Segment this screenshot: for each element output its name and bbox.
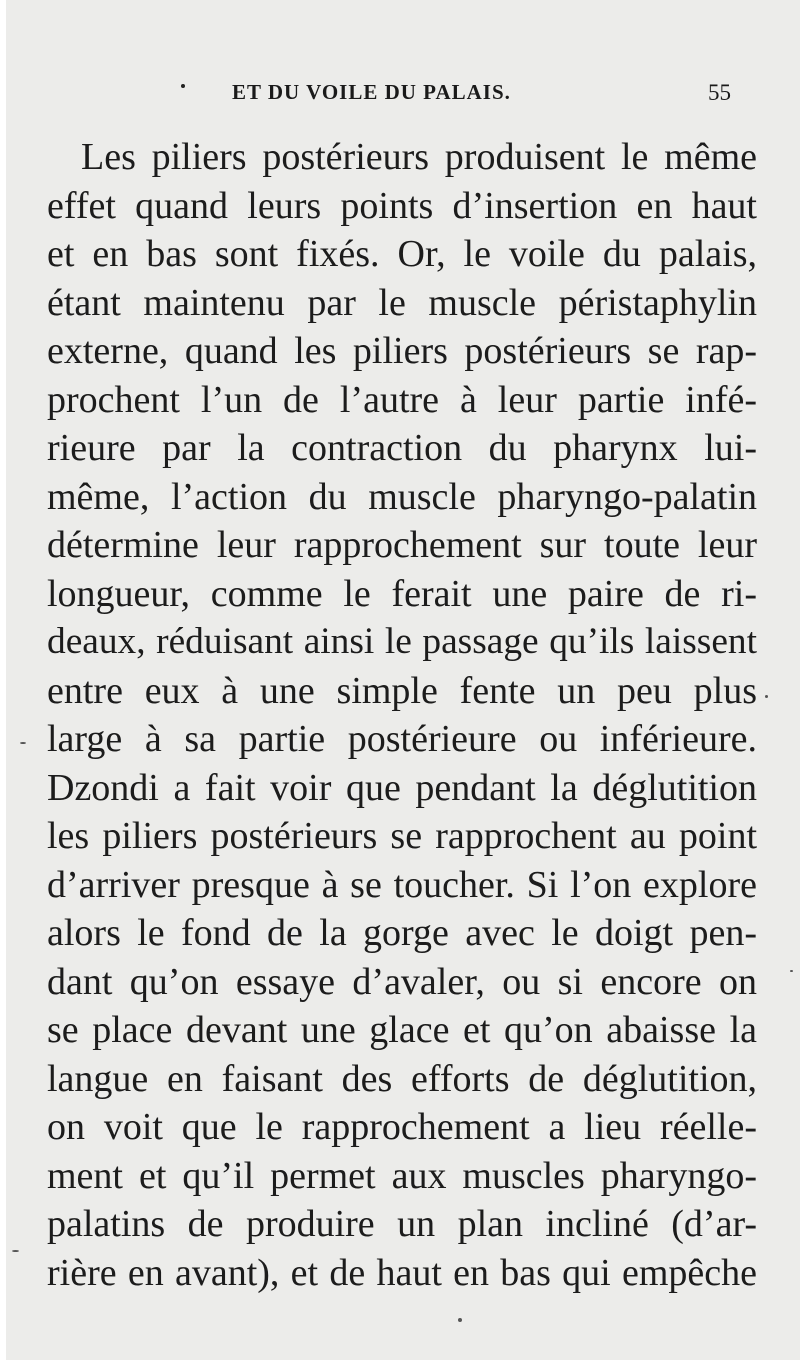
text-line: même, l’action du muscle pharyngo-palatin — [47, 475, 757, 518]
text-line: deaux, réduisant ainsi le passage qu’ils laissent — [47, 621, 757, 662]
text-line: entre eux à une simple fente un peu plus — [47, 669, 757, 712]
text-line: rière en avant), et de haut en bas qui empêche — [47, 1251, 757, 1294]
text-line: palatins de produire un plan incliné (d’ar- — [47, 1203, 757, 1245]
text-line: ment et qu’il permet aux muscles pharyngo- — [47, 1154, 757, 1197]
text-line: prochent l’un de l’autre à leur partie infé- — [47, 378, 757, 421]
text-line: Dzondi a fait voir que pendant la déglutition — [47, 766, 757, 809]
text-line: les piliers postérieurs se rapprochent au point — [47, 815, 757, 857]
text-line: rieure par la contraction du pharynx lui- — [47, 427, 757, 469]
text-line: alors le fond de la gorge avec le doigt pen- — [47, 912, 757, 954]
page-number: 55 — [708, 80, 731, 105]
paper-speck — [765, 695, 768, 698]
running-head — [0, 80, 800, 110]
paper-speck — [458, 1318, 462, 1322]
text-line: langue en faisant des efforts de déglutition, — [47, 1057, 757, 1100]
paper-speck — [12, 1250, 19, 1252]
page-edge — [0, 0, 6, 1360]
text-line: se place devant une glace et qu’on abaisse la — [47, 1009, 757, 1051]
text-line: effet quand leurs points d’insertion en haut — [47, 184, 757, 227]
body-paragraph — [47, 133, 757, 1297]
text-line: on voit que le rapprochement a lieu réelle- — [47, 1106, 757, 1148]
paper-speck — [790, 970, 793, 972]
text-line: externe, quand les piliers postérieurs se rap- — [47, 330, 757, 372]
text-line: détermine leur rapprochement sur toute leur — [47, 524, 757, 566]
header-dot — [181, 84, 185, 88]
text-line: dant qu’on essaye d’avaler, ou si encore on — [47, 960, 757, 1003]
running-title: ET DU VOILE DU PALAIS. — [232, 80, 511, 104]
text-line: d’arriver presque à se toucher. Si l’on explore — [47, 863, 757, 906]
text-line: et en bas sont fixés. Or, le voile du palais, — [47, 233, 757, 275]
text-line: Les piliers postérieurs produisent le même — [81, 136, 757, 178]
text-line: étant maintenu par le muscle péristaphylin — [47, 281, 757, 324]
text-line: longueur, comme le ferait une paire de ri- — [47, 572, 757, 615]
paper-speck — [20, 742, 26, 744]
text-line: large à sa partie postérieure ou inférieure. — [47, 718, 757, 760]
